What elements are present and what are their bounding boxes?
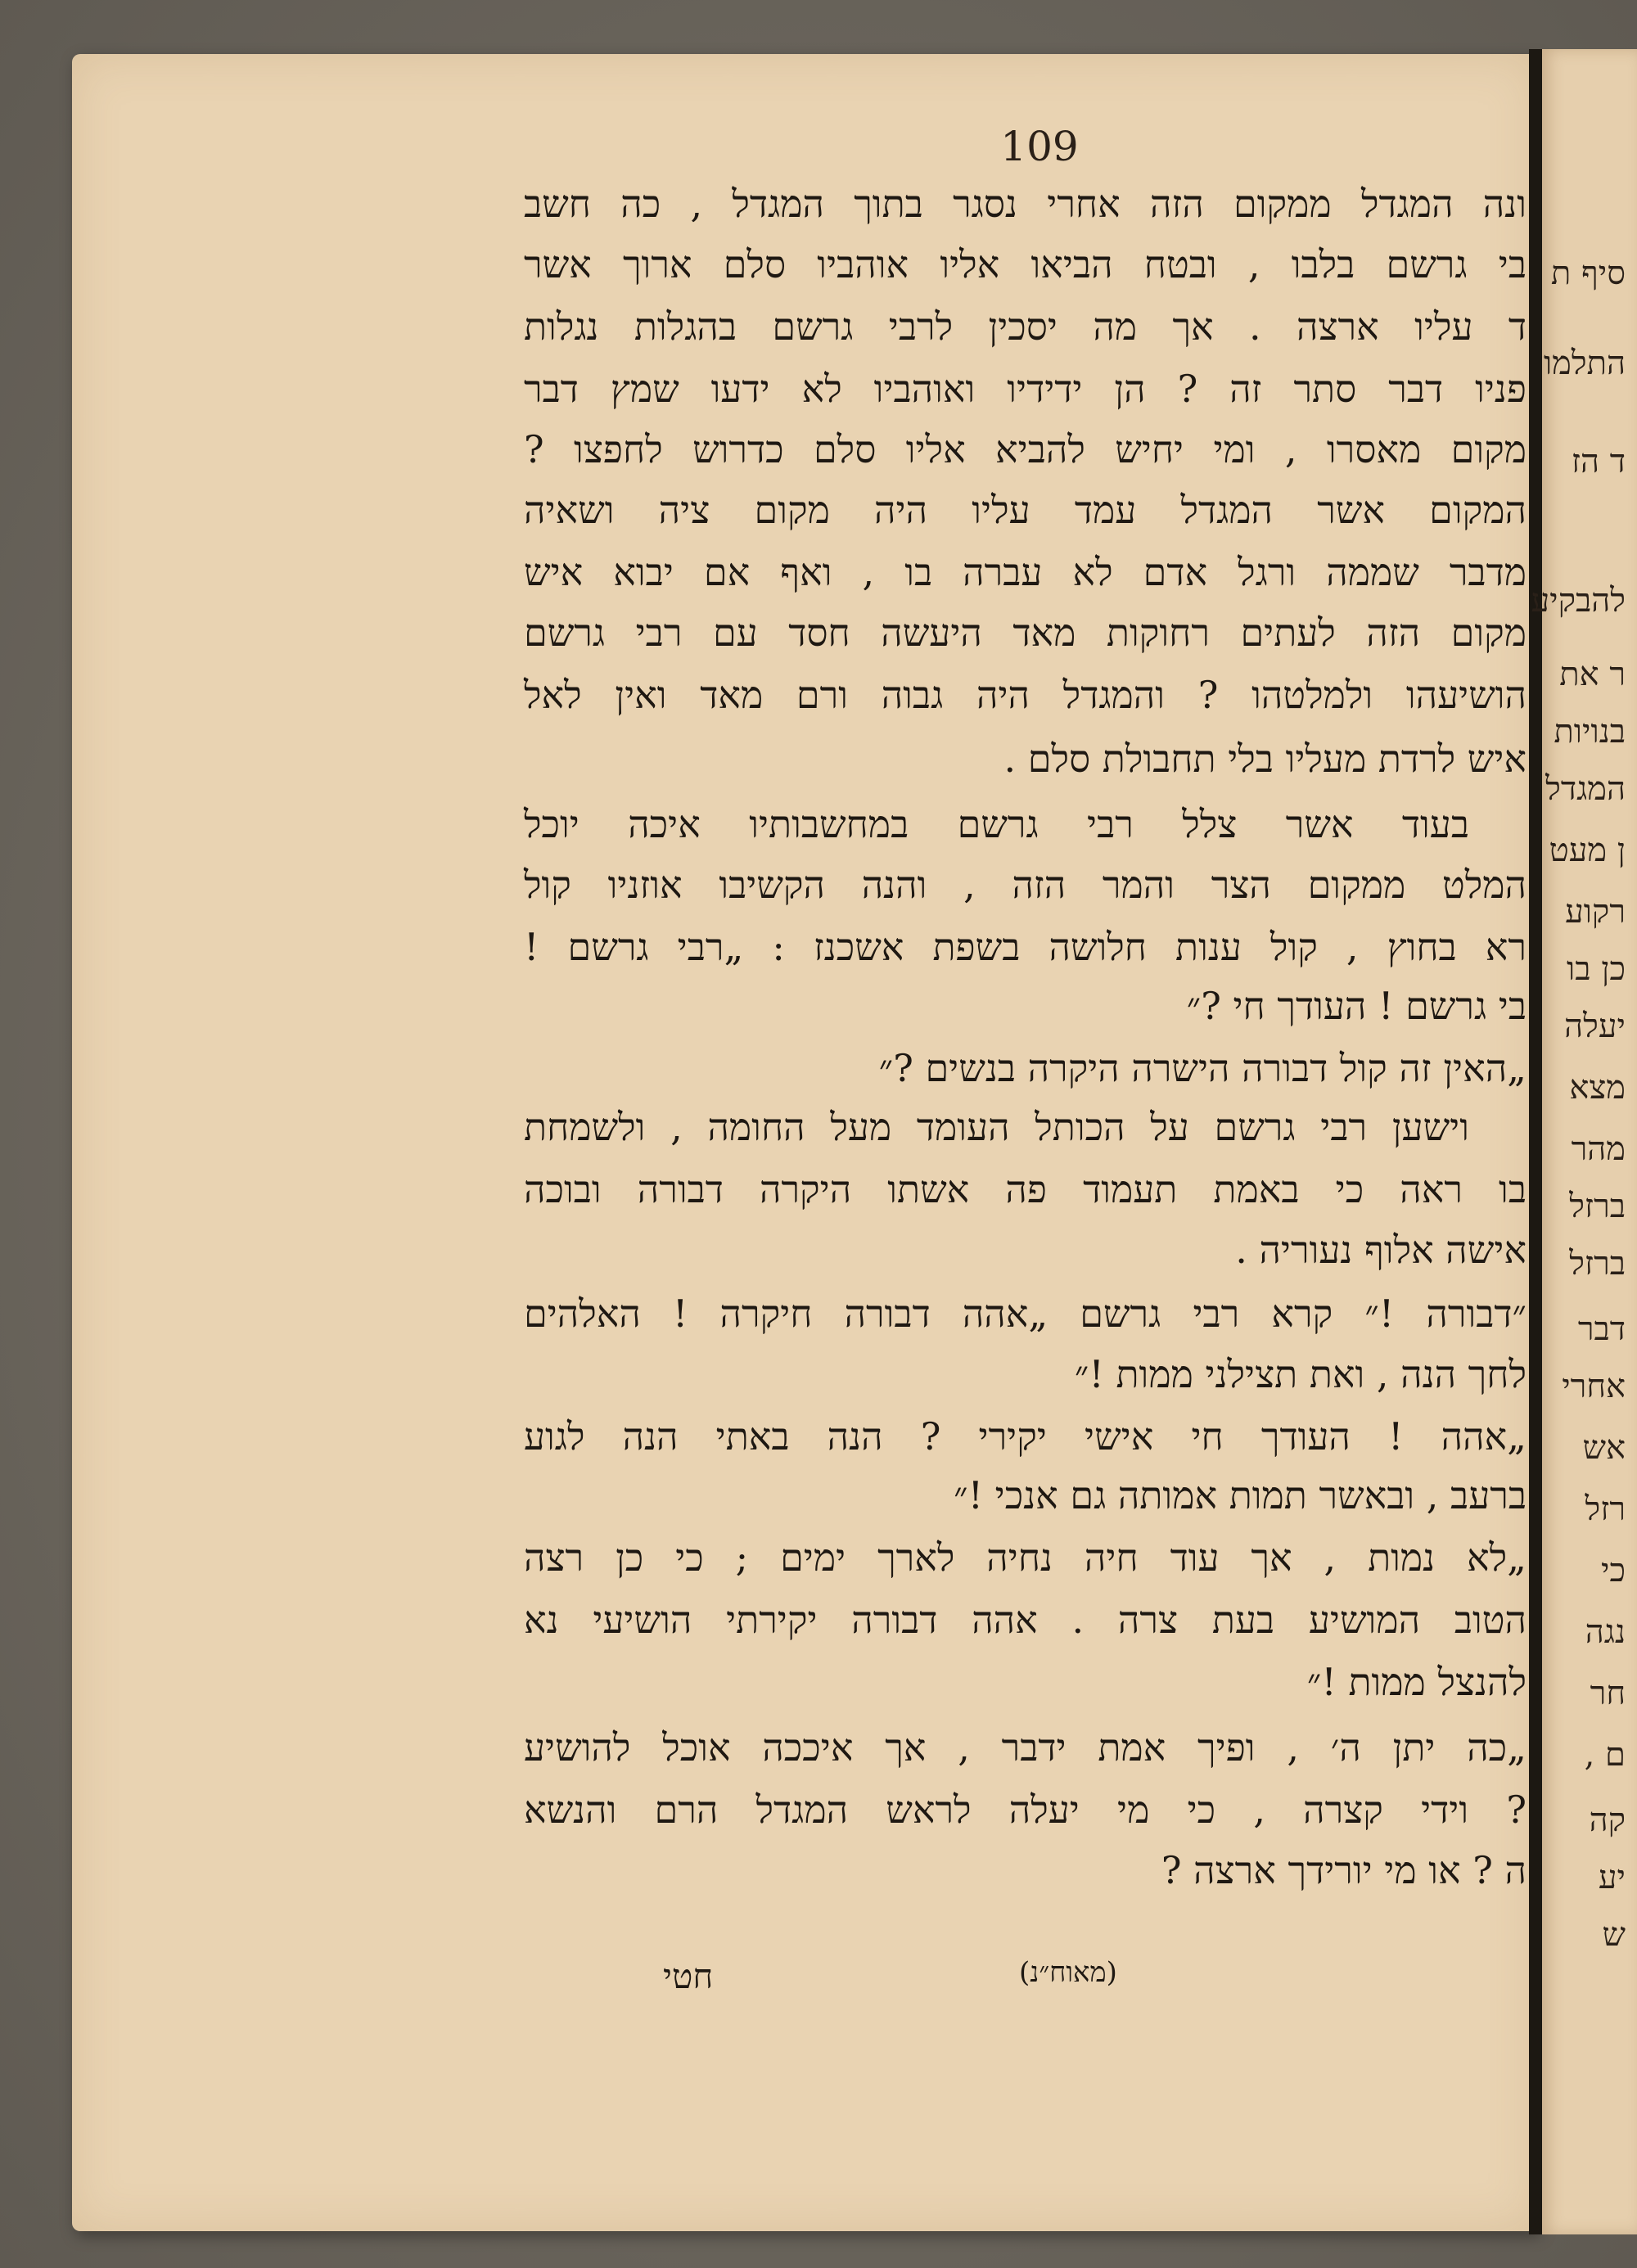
text-line: ? וידי קצרה , כי מי יעלה לראש המגדל הרם והנשא [524,1788,1527,1832]
text-line: מדבר שממה ורגל אדם לא עברה בו , ואף אם יבוא איש [524,550,1527,594]
text-line: „אהה ! העודך חי אישי יקירי ? הנה באתי הנה לגוע [524,1414,1527,1459]
text-line: ״דבורה !״ קרא רבי גרשם „אהה דבורה חיקרה ! האלהים [524,1292,1527,1336]
text-line: בי גרשם ! העודך חי ?״ [1186,984,1527,1028]
adjacent-page-fragment: יע [1598,1859,1626,1896]
text-line: הושיעהו ולמלטהו ? והמגדל היה גבוה ורם מאד ואין לאל [524,673,1527,717]
text-line: ונה המגדל ממקום הזה אחרי נסגר בתוך המגדל , כה חשב [524,182,1527,226]
footer-code: (מאוח״נ) [1019,1956,1117,1989]
text-line: המקום אשר המגדל עמד עליו היה מקום ציה ושאיה [524,488,1527,532]
adjacent-page-fragment: דבר [1577,1310,1626,1348]
text-line: מקום מאסרו , ומי יחיש להביא אליו סלם כדרוש לחפצו ? [524,427,1527,471]
adjacent-page [1531,49,1637,2234]
adjacent-page-fragment: כי [1600,1552,1626,1589]
text-line: איש לרדת מעליו בלי תחבולת סלם . [1003,737,1527,781]
text-line: אישה אלוף נעוריה . [1235,1228,1527,1272]
adjacent-page-fragment: ש [1602,1916,1626,1954]
adjacent-page-fragment: רקוע [1565,893,1626,931]
adjacent-page-fragment: ברזל [1569,1245,1626,1283]
adjacent-page-fragment: התלמו [1543,345,1626,382]
book-spine [1529,49,1542,2234]
adjacent-page-fragment: ד הז [1571,443,1626,480]
adjacent-page-fragment: סיף ת [1550,255,1626,292]
adjacent-page-fragment: ר את [1559,656,1626,693]
adjacent-page-fragment: להבקיע [1531,582,1626,620]
adjacent-page-fragment: אחרי [1562,1368,1626,1405]
adjacent-page-fragment: קה [1589,1801,1626,1839]
adjacent-page-fragment: בנויות [1554,713,1626,751]
adjacent-page-fragment: יעלה [1564,1008,1626,1045]
page-number: 109 [1000,123,1079,170]
text-line: מקום הזה לעתים רחוקות מאד היעשה חסד עם רבי גרשם [524,611,1527,655]
text-line: הטוב המושיע בעת צרה . אהה דבורה יקירתי הושיעי נא [524,1598,1527,1642]
text-line: בו ראה כי באמת תעמוד פה אשתו היקרה דבורה ובוכה [524,1167,1527,1211]
text-line: רא בחוץ , קול ענות חלושה בשפת אשכנז : „רבי גרשם ! [524,925,1527,969]
adjacent-page-fragment: מצא [1569,1069,1626,1107]
text-line: וישען רבי גרשם על הכותל העומד מעל החומה , ולשמחת [524,1105,1469,1149]
text-line: „לא נמות , אך עוד חיה נחיה לארך ימים ; כי כן רצה [524,1535,1527,1580]
text-line: „האין זה קול דבורה הישרה היקרה בנשים ?״ [878,1046,1527,1090]
adjacent-page-fragment: רזל [1585,1490,1626,1528]
text-line: בעוד אשר צלל רבי גרשם במחשבותיו איכה יוכל [524,802,1469,846]
adjacent-page-fragment: ברזל [1569,1188,1626,1225]
text-line: לחך הנה , ואת תצילני ממות !״ [1074,1352,1527,1396]
adjacent-page-fragment: חר [1590,1675,1626,1712]
adjacent-page-fragment: ם , [1584,1736,1626,1774]
adjacent-page-fragment: מהר [1571,1130,1626,1168]
text-line: ברעב , ובאשר תמות אמותה גם אנכי !״ [954,1473,1527,1517]
adjacent-page-fragment: ן מעט [1549,832,1626,869]
text-line: פניו דבר סתר זה ? הן ידידיו ואוהביו לא ידעו שמץ דבר [524,367,1527,411]
text-line: ה ? או מי יורידך ארצה ? [1161,1848,1527,1892]
text-line: להנצל ממות !״ [1306,1660,1527,1704]
adjacent-page-fragment: המגדל [1545,770,1626,808]
page-text [524,178,1527,1930]
adjacent-page-fragment: נגה [1585,1613,1626,1651]
footer-signature: חטי [663,1956,714,1996]
text-line: „כה יתן ה׳ , ופיך אמת ידבר , אך איככה אוכל להושיע [524,1725,1527,1770]
text-line: בי גרשם בלבו , ובטח הביאו אליו אוהביו סלם ארוך אשר [524,242,1527,286]
adjacent-page-fragment: כן בו [1567,950,1626,988]
text-line: המלט ממקום הצר והמר הזה , והנה הקשיבו אוזניו קול [524,863,1527,907]
text-line: ד עליו ארצה . אך מה יסכין לרבי גרשם בהגלות נגלות [524,304,1527,349]
adjacent-page-fragment: אש [1582,1429,1626,1467]
